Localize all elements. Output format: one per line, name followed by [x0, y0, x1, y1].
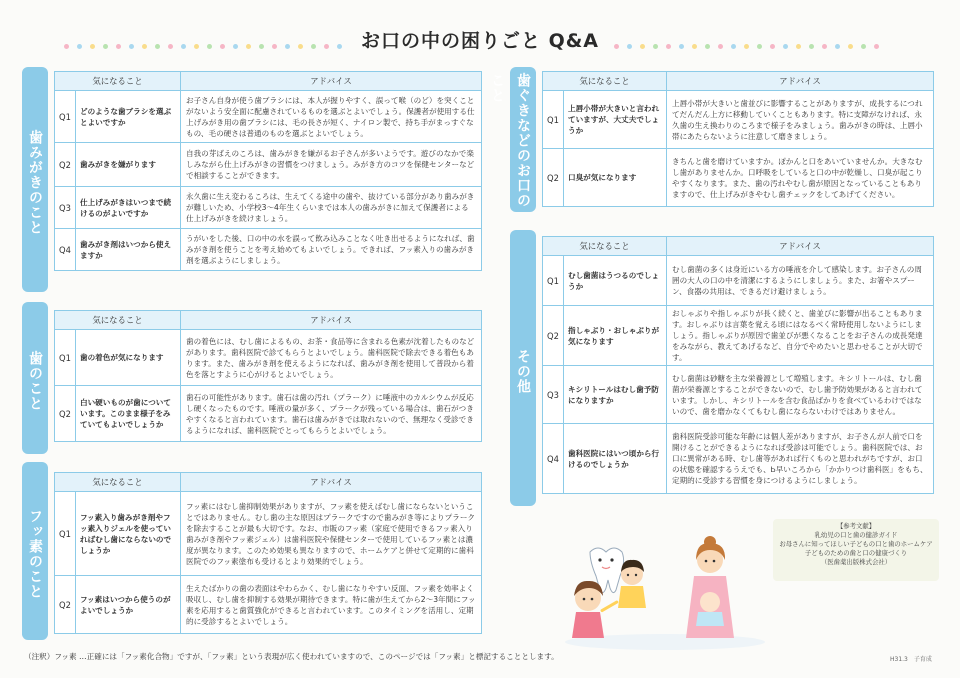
table-row [55, 492, 482, 576]
header-need: 気になること [55, 72, 181, 91]
section-others [510, 230, 934, 506]
answer-text: フッ素にはむし歯抑制効果がありますが、フッ素を使えばむし歯にならないということではありません。むし歯の主な原因はプラークですので歯みがき等によりプラークを除去することが最も大切です。なお、市販のフッ素（家庭で使用できるフッ素入り歯みがき剤やフッ素ジェル）は歯科医院や保健センターで使用しているフッ素とは濃度が異なります。このため効果も異なりますので、ホームケアと併せて定期的に歯科医院でのフッ素塗布も受けるとより効果的でしょう。 [181, 492, 482, 576]
answer-text: 生えたばかりの歯の表面はやわらかく、むし歯になりやすい反面、フッ素を効率よく吸収し、むし歯を抑制する効果が期待できます。特に歯が生えてから2～3年間にフッ素を応用すると歯質強化ができると言われています。このタイミングを活用し、定期的に受診するとよいでしょう。 [181, 576, 482, 634]
table-row [55, 386, 482, 442]
header-advice: アドバイス [181, 72, 482, 91]
section-tab-gums: 歯ぐきなどのお口のこと [510, 67, 536, 212]
answer-text: 歯科医院受診可能な年齢には個人差がありますが、お子さんが人前で口を開けることができるようになれば受診は可能でしょう。歯科医院では、お口に異常がある時、むし歯等があれば行くものと思われがちですが、お口の状態を確認するうえでも、Ꮟ早いころから「かかりつけ歯科医」をもち、定期的に受診する習慣を身につけるようにしましょう。 [667, 424, 934, 494]
question-number: Q1 [55, 492, 76, 576]
qa-table-gums [542, 71, 934, 207]
section-tab-brushing: 歯みがきのこと [22, 67, 48, 292]
question-text: キシリトールはむし歯予防になりますか [564, 366, 667, 424]
question-text: 上唇小帯が大きいと言われていますが、大丈夫でしょうか [564, 91, 667, 149]
footnote: （注釈）フッ素 …正確には「フッ素化合物」ですが、「フッ素」という表現が広く使われていますので、このページでは「フッ素」と標記することとします。 [24, 652, 559, 661]
question-number: Q1 [543, 91, 564, 149]
reference-line: お母さんに知ってほしい子どもの口と歯のホームケア [779, 540, 933, 548]
question-number: Q2 [543, 306, 564, 366]
table-header-row [55, 311, 482, 330]
qa-table-brushing [54, 71, 482, 271]
reference-line: （医歯薬出版株式会社） [820, 558, 892, 566]
answer-text: おしゃぶりや指しゃぶりが長く続くと、歯並びに影響が出ることもあります。おしゃぶりは言葉を覚える頃にはなるべく常時使用しないようにしましょう。指しゃぶりが原因で歯並びが悪くなることをお子さんの成長発達をみながら、教えてあげるなど、自分でやめたいと思わせることが大切です。 [667, 306, 934, 366]
header-need: 気になること [55, 311, 181, 330]
question-number: Q2 [543, 149, 564, 207]
header-advice: アドバイス [181, 473, 482, 492]
question-number: Q3 [55, 187, 76, 229]
header-need: 気になること [55, 473, 181, 492]
question-number: Q3 [543, 366, 564, 424]
header-advice: アドバイス [667, 237, 934, 256]
table-header-row [543, 72, 934, 91]
table-row [543, 149, 934, 207]
answer-text: うがいをした後、口の中の水を誤って飲み込みことなく吐き出せるようになれば、歯みがき剤を使うことを考え始めてもよいでしょう。できれば、フッ素入りの歯みがき剤を選ぶようにしましょう。 [181, 229, 482, 271]
question-number: Q1 [543, 256, 564, 306]
question-number: Q2 [55, 386, 76, 442]
question-number: Q4 [543, 424, 564, 494]
table-row [543, 366, 934, 424]
question-number: Q1 [55, 91, 76, 143]
table-row [55, 229, 482, 271]
answer-text: むし歯菌の多くは身近にいる方の唾液を介して感染します。お子さんの周囲の大人の口の中を清潔にするようにしましょう。また、お箸やスプーン、食器の共用は、できるだけ避けましょう。 [667, 256, 934, 306]
section-gums [489, 67, 934, 212]
section-fluoride [22, 462, 482, 640]
question-text: 歯みがき剤はいつから使えますか [76, 229, 181, 271]
question-number: Q2 [55, 143, 76, 187]
section-teeth [22, 302, 482, 454]
answer-text: 自我の芽ばえのころは、歯みがきを嫌がるお子さんが多いようです。遊びのなかで楽しみながら仕上げみがきの習慣をつけましょう。みがき方のコツを保健センターなどで相談することができます。 [181, 143, 482, 187]
table-row [55, 187, 482, 229]
table-row [55, 143, 482, 187]
answer-text: お子さん自身が使う歯ブラシには、本人が握りやすく、誤って喉（のど）を突くことがないよう安全面に配慮されているものを選ぶとよいでしょう。保護者が使用する仕上げみがき用の歯ブラシには、毛の長さが短く、ナイロン製で、持ち手がまっすぐなもの、毛の硬さは普通のものを選ぶとよいでしょう。 [181, 91, 482, 143]
family-tooth-illustration [560, 530, 770, 650]
table-header-row [55, 473, 482, 492]
decorative-dots-left [60, 34, 346, 42]
question-text: フッ素入り歯みがき剤やフッ素入りジェルを使っていればむし歯にならないのでしょうか [76, 492, 181, 576]
table-row [543, 256, 934, 306]
header-advice: アドバイス [667, 72, 934, 91]
table-header-row [543, 237, 934, 256]
table-row [543, 91, 934, 149]
question-text: 指しゃぶり・おしゃぶりが気になります [564, 306, 667, 366]
answer-text: 歯石の可能性があります。歯石は歯の汚れ（プラーク）に唾液中のカルシウムが反応し硬くなったものです。唾液の量が多く、プラークが残っている場合は、歯石がつきやすくなると言われています。歯石は歯みがきでは取れないので、無理なく受診できるようになれば、歯科医院でとってもらうとよいでしょう。 [181, 386, 482, 442]
question-number: Q2 [55, 576, 76, 634]
header-need: 気になること [543, 237, 667, 256]
question-text: 口臭が気になります [564, 149, 667, 207]
header-advice: アドバイス [181, 311, 482, 330]
header-need: 気になること [543, 72, 667, 91]
question-text: 仕上げみがきはいつまで続けるのがよいですか [76, 187, 181, 229]
question-text: フッ素はいつから使うのがよいでしょうか [76, 576, 181, 634]
section-tab-fluoride: フッ素のこと [22, 462, 48, 640]
answer-text: 歯の着色には、むし歯によるもの、お茶・食品等に含まれる色素が沈着したものなどがあります。歯科医院で診てもらうとよいでしょう。歯科医院で除去できる着色もあります。また、歯みがき剤を使えるようになれば、歯みがき剤を使用して普段から着色を落とすように心がけるとよいでしょう。 [181, 330, 482, 386]
reference-heading: 【参考文献】 [836, 522, 876, 530]
qa-table-others [542, 236, 934, 494]
answer-text: 上唇小帯が大きいと歯並びに影響することがありますが、成長するにつれてだんだん上方に移動していくこともあります。特に支障がなければ、永久歯の生え換わりのころまで様子をみましょう。歯みがきの時は、上唇小帯にあたらないように注意して磨きましょう。 [667, 91, 934, 149]
table-row [55, 576, 482, 634]
table-row [543, 306, 934, 366]
qa-table-fluoride [54, 472, 482, 634]
question-number: Q4 [55, 229, 76, 271]
answer-text: きちんと歯を磨けていますか。ぽかんと口をあいていませんか。大きなむし歯がありませんか。口呼吸をしていると口の中が乾燥し、口臭が起こりやすくなります。また、歯の汚れやむし歯が原因となっていることもありますので、仕上げみがきやむし歯チェックをしてあげてください。 [667, 149, 934, 207]
section-brushing [22, 67, 482, 292]
table-row [55, 330, 482, 386]
reference-box [773, 519, 939, 581]
reference-line: 乳幼児の口と歯の健診ガイド [814, 531, 898, 539]
question-text: 歯みがきを嫌がります [76, 143, 181, 187]
mother-baby-icon [686, 536, 734, 638]
table-row [543, 424, 934, 494]
section-tab-teeth: 歯のこと [22, 302, 48, 454]
table-header-row [55, 72, 482, 91]
question-text: むし歯菌はうつるのでしょうか [564, 256, 667, 306]
question-text: 白い硬いものが歯についています。このまま様子をみていてもよいでしょうか [76, 386, 181, 442]
page-title: お口の中の困りごと Q&A [360, 30, 600, 52]
reference-line: 子どものための歯と口の健康づくり [804, 549, 908, 557]
boy-icon [618, 560, 646, 608]
document-code: H31.3 子育成 [890, 656, 932, 663]
answer-text: むし歯菌は砂糖を主な栄養源として増殖します。キシリトールは、むし歯菌が栄養源とすることができないので、むし歯予防効果があると言われています。しかし、キシリトールを含む食品ばかりを食べているわけではないので、歯を磨かなくてもむし歯にならないわけではありません。 [667, 366, 934, 424]
question-text: 歯科医院にはいつ頃から行けるのでしょうか [564, 424, 667, 494]
decorative-dots-right [610, 34, 883, 42]
question-number: Q1 [55, 330, 76, 386]
section-tab-others: その他 [510, 230, 536, 506]
question-text: 歯の着色が気になります [76, 330, 181, 386]
table-row [55, 91, 482, 143]
answer-text: 永久歯に生え変わるころは、生えてくる途中の歯や、抜けている部分があり歯みがきが難しいため、小学校3～4年生くらいまでは本人の歯みがきに加えて保護者による仕上げみがきを続けましょう。 [181, 187, 482, 229]
question-text: どのような歯ブラシを選ぶとよいですか [76, 91, 181, 143]
qa-table-teeth [54, 310, 482, 442]
